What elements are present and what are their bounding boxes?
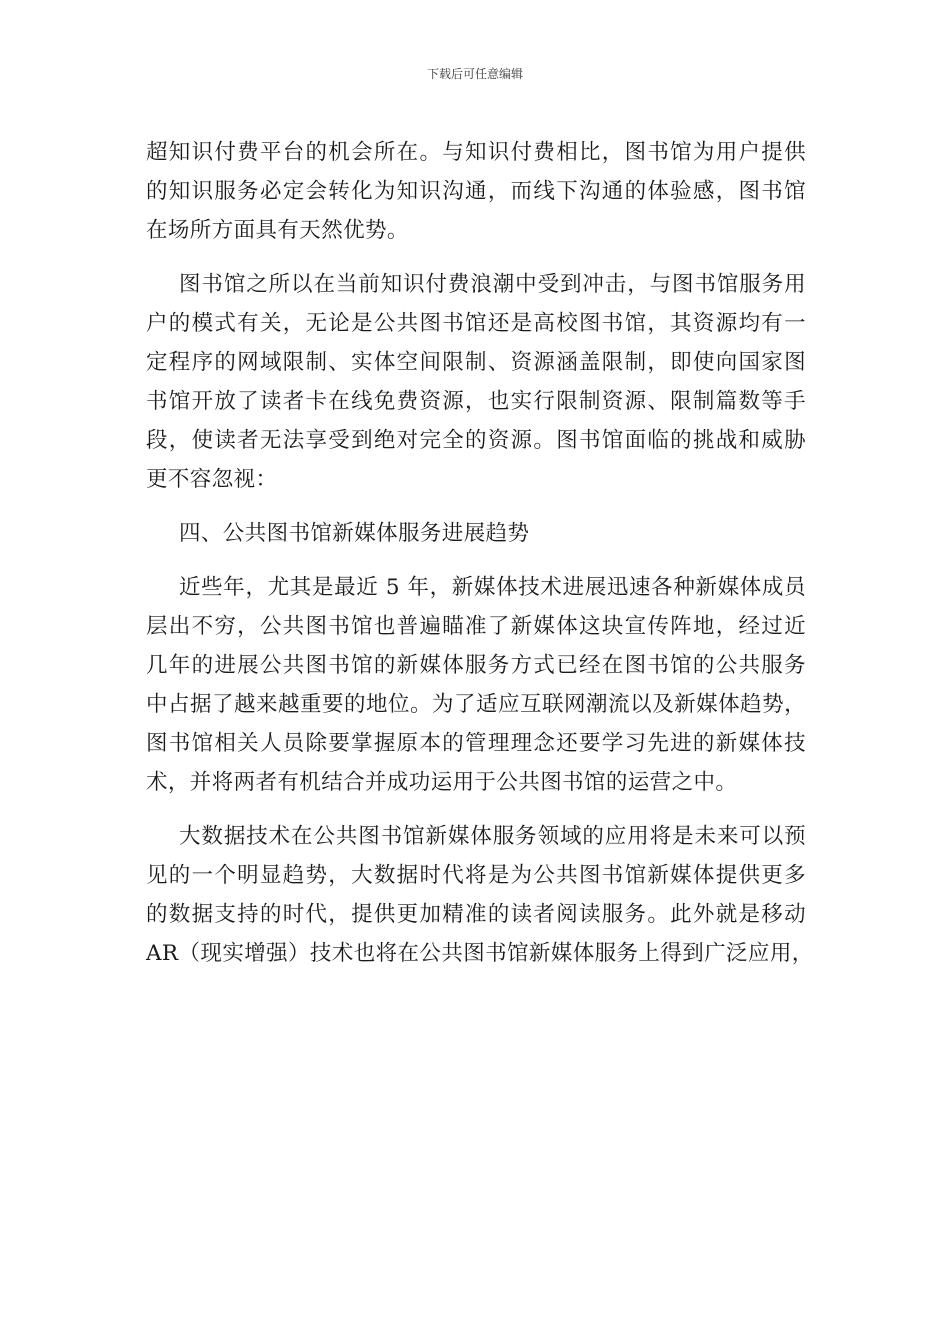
text-line: 术，并将两者有机结合并成功运用于公共图书馆的运营之中。 <box>146 770 738 795</box>
text-line: 段，使读者无法享受到绝对完全的资源。图书馆面临的挑战和威胁 <box>146 428 806 453</box>
text-line: 层出不穷，公共图书馆也普遍瞄准了新媒体这块宣传阵地，经过近 <box>146 614 806 639</box>
text-line: 定程序的网域限制、实体空间限制、资源涵盖限制，即使向国家图 <box>146 350 806 375</box>
text-line: 几年的进展公共图书馆的新媒体服务方式已经在图书馆的公共服务 <box>146 653 806 678</box>
text-line: 书馆开放了读者卡在线免费资源，也实行限制资源、限制篇数等手 <box>146 389 806 414</box>
document-body <box>146 133 814 988</box>
text-line: 在场所方面具有天然优势。 <box>146 218 409 243</box>
text-line: 近些年，尤其是最近 5 年，新媒体技术进展迅速各种新媒体成员 <box>179 575 806 600</box>
text-line: 的数据支持的时代，提供更加精准的读者阅读服务。此外就是移动 <box>146 902 806 927</box>
section-heading <box>146 514 806 553</box>
text-line: 大数据技术在公共图书馆新媒体服务领域的应用将是未来可以预 <box>179 824 806 849</box>
section-heading-text: 四、公共图书馆新媒体服务进展趋势 <box>179 521 530 546</box>
text-line: 见的一个明显趋势，大数据时代将是为公共图书馆新媒体提供更多 <box>146 863 806 888</box>
text-line: 图书馆之所以在当前知识付费浪潮中受到冲击，与图书馆服务用 <box>179 272 806 297</box>
paragraph-library-challenges <box>146 265 806 499</box>
paragraph-continuation <box>146 133 806 250</box>
paragraph-new-media-development <box>146 568 806 802</box>
page-header: 下载后可任意编辑 <box>426 67 523 81</box>
text-line: 超知识付费平台的机会所在。与知识付费相比，图书馆为用户提供 <box>146 140 806 165</box>
text-line: 的知识服务必定会转化为知识沟通，而线下沟通的体验感，图书馆 <box>146 179 806 204</box>
text-line: 中占据了越来越重要的地位。为了适应互联网潮流以及新媒体趋势， <box>146 692 806 717</box>
paragraph-big-data-trend <box>146 817 814 973</box>
text-line: 户的模式有关，无论是公共图书馆还是高校图书馆，其资源均有一 <box>146 311 806 336</box>
text-line: 图书馆相关人员除要掌握原本的管理理念还要学习先进的新媒体技 <box>146 731 806 756</box>
text-line: AR（现实增强）技术也将在公共图书馆新媒体服务上得到广泛应用， <box>146 941 814 966</box>
text-line: 更不容忽视： <box>146 467 278 492</box>
